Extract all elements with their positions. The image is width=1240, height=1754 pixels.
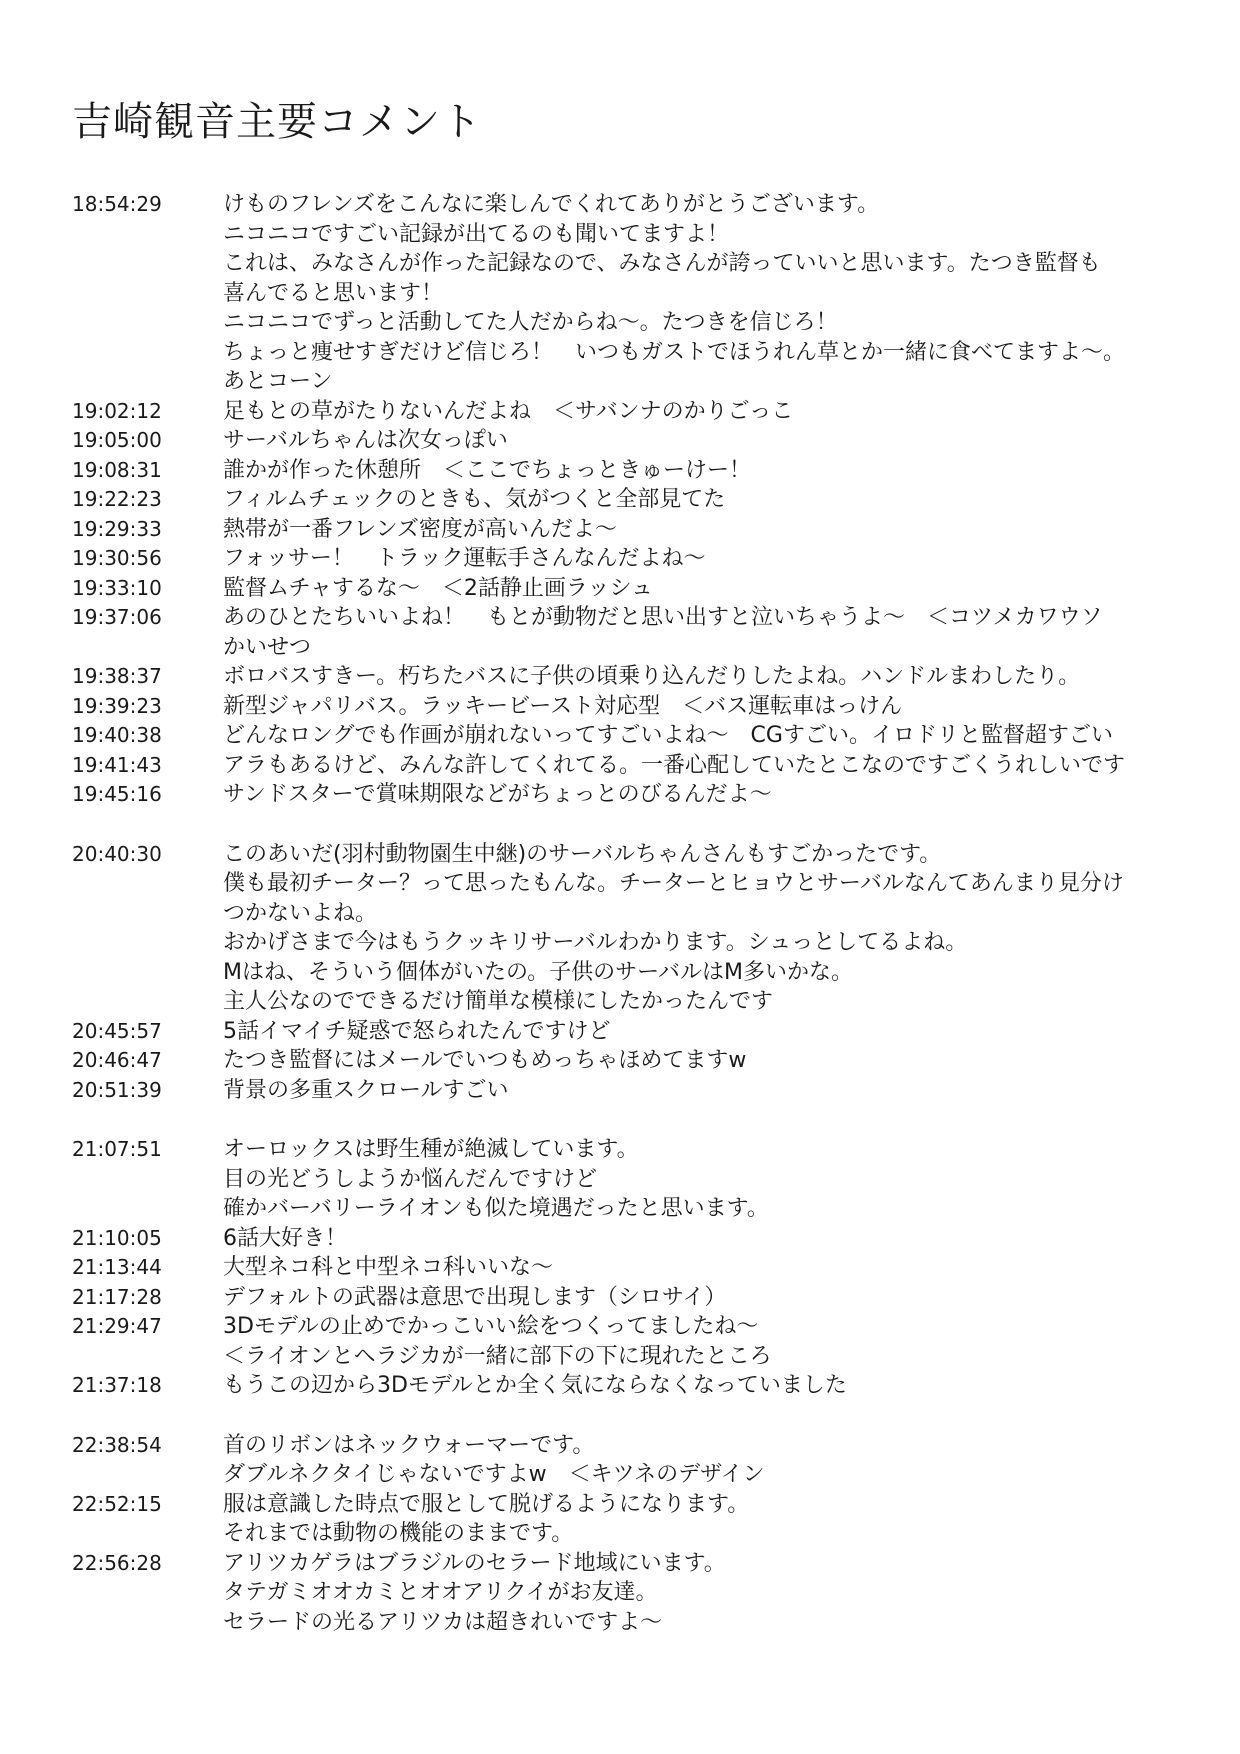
comment-line: アラもあるけど、みんな許してくれてる。一番心配していたとこなのですごくうれしいです — [223, 752, 1126, 778]
timestamp: 19:39:23 — [72, 693, 162, 718]
comment-text — [223, 1135, 1182, 1224]
comment-entry — [72, 1017, 1182, 1047]
comment-line: デフォルトの武器は意思で出現します（シロサイ） — [223, 1284, 727, 1310]
comment-line: 服は意識した時点で服として脱げるようになります。 — [223, 1491, 750, 1517]
comment-entry — [72, 1371, 1182, 1401]
timestamp: 21:13:44 — [72, 1255, 162, 1279]
comment-line: 誰かが作った休憩所 ＜ここでちょっときゅーけー！ — [223, 457, 752, 483]
comment-text — [223, 397, 1182, 427]
comment-line: これは、みなさんが作った記録なので、みなさんが誇っていいと思います。たつき監督も — [223, 251, 1101, 276]
comment-text — [223, 1253, 1182, 1283]
comment-entry — [72, 544, 1182, 574]
comment-text — [223, 721, 1182, 751]
comment-line: 足もとの草がたりないんだよね ＜サバンナのかりごっこ — [223, 398, 794, 424]
comment-line: たつき監督にはメールでいつもめっちゃほめてますw — [223, 1048, 747, 1073]
timestamp: 19:40:38 — [72, 723, 162, 747]
comment-line: 3Dモデルの止めでかっこいい絵をつくってましたね～ — [223, 1314, 759, 1339]
timestamp: 21:07:51 — [72, 1137, 162, 1161]
comment-group — [72, 1135, 1182, 1401]
timestamp: 20:51:39 — [72, 1077, 162, 1102]
comment-line: ＜ライオンとヘラジカが一緒に部下の下に現れたところ — [223, 1343, 772, 1369]
comment-line: Mはね、そういう個体がいたの。子供のサーバルはM多いかな。 — [223, 959, 853, 985]
comment-line: 確かバーバリーライオンも似た境遇だったと思います。 — [223, 1196, 769, 1221]
comment-entry — [72, 1490, 1182, 1549]
comment-text — [223, 456, 1182, 486]
comment-text — [223, 840, 1182, 1017]
comment-text — [223, 1490, 1182, 1549]
timestamp: 18:54:29 — [72, 192, 162, 216]
comment-entry — [72, 1076, 1182, 1106]
comment-line: かいせつ — [223, 634, 312, 660]
timestamp: 19:45:16 — [72, 782, 162, 806]
comment-line: アリツカゲラはブラジルのセラード地域にいます。 — [223, 1550, 726, 1576]
comment-entry — [72, 397, 1182, 427]
comment-line: 熱帯が一番フレンズ密度が高いんだよ～ — [223, 516, 617, 542]
comment-line: フィルムチェックのときも、気がつくと全部見てた — [223, 487, 726, 512]
comment-line: どんなロングでも作画が崩れないってすごいよね～ CGすごい。イロドリと監督超すごい — [223, 723, 1113, 748]
comment-text — [223, 190, 1182, 397]
timestamp: 19:38:37 — [72, 664, 162, 688]
comment-text — [223, 515, 1182, 545]
comment-line: 5話イマイチ疑惑で怒られたんですけど — [223, 1018, 611, 1044]
comment-line: セラードの光るアリツカは超きれいですよ～ — [223, 1609, 663, 1635]
comment-text — [223, 780, 1182, 810]
timestamp: 22:52:15 — [72, 1491, 162, 1516]
timestamp: 22:56:28 — [72, 1550, 162, 1575]
timestamp: 20:45:57 — [72, 1018, 162, 1043]
timestamp: 19:05:00 — [72, 428, 162, 452]
page-title: 吉崎観音主要コメント — [72, 99, 482, 145]
comment-line: もうこの辺から3Dモデルとか全く気にならなくなっていました — [223, 1373, 847, 1398]
comment-text — [223, 1017, 1182, 1047]
comment-text — [223, 574, 1182, 604]
comment-line: 喜んでると思います！ — [223, 280, 444, 306]
comment-entry — [72, 515, 1182, 545]
comment-entry — [72, 456, 1182, 486]
comment-text — [223, 1549, 1182, 1638]
comment-line: タテガミオオカミとオオアリクイがお友達。 — [223, 1580, 658, 1605]
comment-list — [72, 190, 1182, 1637]
comment-line: 新型ジャパリバス。ラッキービースト対応型 ＜バス運転車はっけん — [223, 693, 903, 719]
comment-group — [72, 1431, 1182, 1638]
comment-entry — [72, 780, 1182, 810]
timestamp: 19:22:23 — [72, 487, 162, 511]
comment-line: ダブルネクタイじゃないですよw ＜キツネのデザイン — [223, 1462, 765, 1487]
timestamp: 19:30:56 — [72, 546, 162, 570]
timestamp: 20:46:47 — [72, 1048, 162, 1072]
comment-entry — [72, 692, 1182, 722]
comment-group — [72, 190, 1182, 810]
comment-line: ニコニコですごい記録が出てるのも聞いてますよ！ — [223, 221, 730, 247]
comment-entry — [72, 603, 1182, 662]
comment-group — [72, 840, 1182, 1106]
group-spacer — [72, 1401, 1182, 1431]
comment-line: 首のリボンはネックウォーマーです。 — [223, 1432, 595, 1458]
comment-text — [223, 1283, 1182, 1313]
comment-text — [223, 1224, 1182, 1254]
comment-line: フォッサー！ トラック運転手さんなんだよね～ — [223, 546, 706, 571]
comment-text — [223, 1076, 1182, 1106]
comment-entry — [72, 1549, 1182, 1638]
timestamp: 21:17:28 — [72, 1284, 162, 1309]
comment-entry — [72, 190, 1182, 397]
comment-text — [223, 426, 1182, 456]
comment-text — [223, 485, 1182, 515]
timestamp: 19:08:31 — [72, 457, 162, 482]
comment-entry — [72, 1046, 1182, 1076]
comment-entry — [72, 1283, 1182, 1313]
group-spacer — [72, 1105, 1182, 1135]
timestamp: 19:02:12 — [72, 398, 162, 423]
timestamp: 19:37:06 — [72, 605, 162, 629]
comment-entry — [72, 751, 1182, 781]
comment-line: サーバルちゃんは次女っぽい — [223, 428, 508, 453]
comment-entry — [72, 574, 1182, 604]
timestamp: 22:38:54 — [72, 1432, 162, 1457]
comment-line: オーロックスは野生種が絶滅しています。 — [223, 1137, 639, 1162]
comment-line: 監督ムチャするな～ ＜2話静止画ラッシュ — [223, 575, 654, 601]
comment-line: このあいだ(羽村動物園生中継)のサーバルちゃんさんもすごかったです。 — [223, 841, 942, 867]
comment-line: 目の光どうしようか悩んだんですけど — [223, 1166, 598, 1192]
comment-line: 主人公なのでできるだけ簡単な模様にしたかったんです — [223, 989, 774, 1014]
timestamp: 19:33:10 — [72, 575, 162, 600]
comment-text — [223, 603, 1182, 662]
comment-entry — [72, 840, 1182, 1017]
comment-line: つかないよね。 — [223, 900, 378, 926]
comment-entry — [72, 662, 1182, 692]
comment-text — [223, 544, 1182, 574]
comment-entry — [72, 1312, 1182, 1371]
comment-line: サンドスターで賞味期限などがちょっとのびるんだよ～ — [223, 782, 772, 807]
timestamp: 21:37:18 — [72, 1373, 162, 1397]
comment-line: ボロバスすきー。朽ちたバスに子供の頃乗り込んだりしたよね。ハンドルまわしたり。 — [223, 664, 1081, 689]
comment-text — [223, 1312, 1182, 1371]
comment-line: ちょっと痩せすぎだけど信じろ！ いつもガストでほうれん草とか一緒に食べてますよ～。 — [223, 339, 1126, 365]
timestamp: 20:40:30 — [72, 841, 162, 866]
comment-entry — [72, 485, 1182, 515]
comment-text — [223, 751, 1182, 781]
comment-entry — [72, 1224, 1182, 1254]
timestamp: 19:41:43 — [72, 752, 162, 777]
comment-text — [223, 1431, 1182, 1490]
comment-entry — [72, 1253, 1182, 1283]
comment-line: それまでは動物の機能のままです。 — [223, 1521, 574, 1546]
comment-line: 大型ネコ科と中型ネコ科いいな～ — [223, 1255, 554, 1280]
group-spacer — [72, 810, 1182, 840]
comment-text — [223, 662, 1182, 692]
timestamp: 21:10:05 — [72, 1225, 162, 1250]
comment-line: けものフレンズをこんなに楽しんでくれてありがとうございます。 — [223, 192, 880, 217]
timestamp: 19:29:33 — [72, 516, 162, 541]
comment-line: 背景の多重スクロールすごい — [223, 1077, 509, 1103]
comment-text — [223, 1046, 1182, 1076]
timestamp: 21:29:47 — [72, 1314, 162, 1338]
comment-line: 僕も最初チーター？って思ったもんな。チーターとヒョウとサーバルなんてあんまり見分け — [223, 871, 1124, 896]
comment-text — [223, 1371, 1182, 1401]
comment-text — [223, 692, 1182, 722]
comment-line: ニコニコでずっと活動してた人だからね～。たつきを信じろ！ — [223, 310, 838, 335]
comment-entry — [72, 426, 1182, 456]
comment-entry — [72, 721, 1182, 751]
comment-line: あとコーン — [223, 369, 333, 394]
comment-entry — [72, 1431, 1182, 1490]
comment-line: あのひとたちいいよね！ もとが動物だと思い出すと泣いちゃうよ～ ＜コツメカワウソ — [223, 605, 1103, 630]
comment-line: おかげさまで今はもうクッキリサーバルわかります。シュっとしてるよね。 — [223, 930, 968, 955]
comment-entry — [72, 1135, 1182, 1224]
comment-line: 6話大好き！ — [223, 1225, 347, 1251]
